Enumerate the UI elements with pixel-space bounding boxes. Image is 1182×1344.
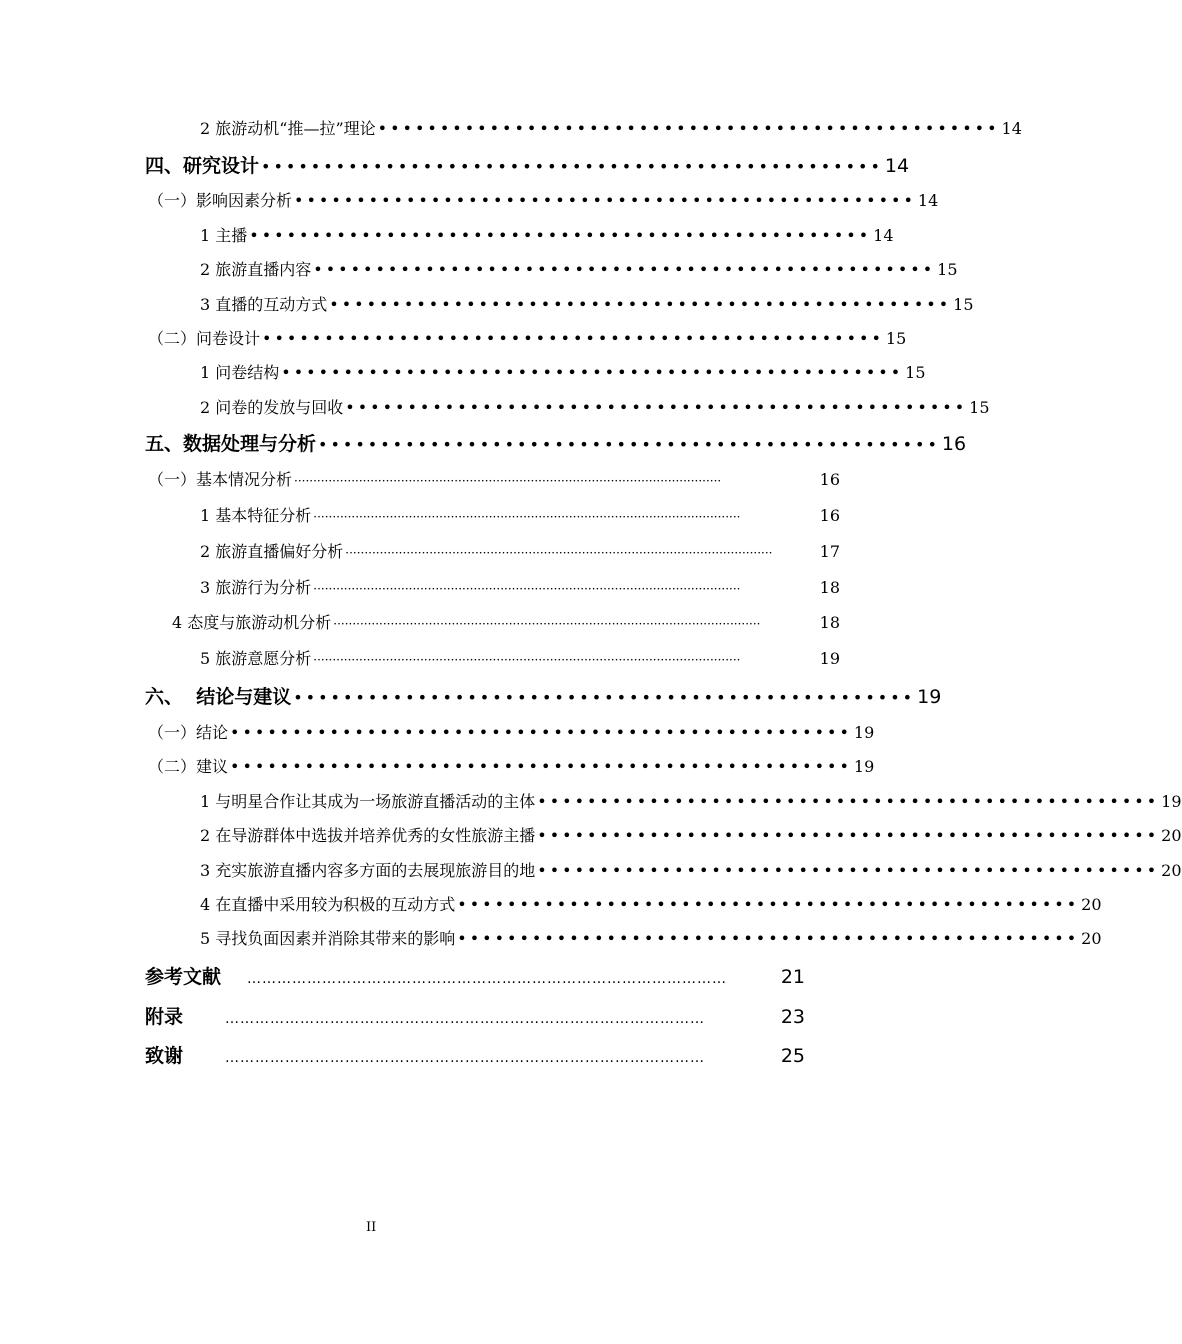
toc-leader: ················································································································ xyxy=(313,582,741,596)
toc-entry-page: 20 xyxy=(1081,929,1102,948)
toc-entry-page: 19 xyxy=(917,686,942,708)
toc-entry-page: 20 xyxy=(1161,861,1182,880)
toc-leader: •••••••••••••••••••••••••••••••••••••••••••••••••• xyxy=(537,792,1160,811)
toc-entry-page: 15 xyxy=(969,398,990,417)
toc-entry-page: 19 xyxy=(819,649,840,668)
toc-entry[interactable] xyxy=(200,503,840,526)
toc-entry-page: 21 xyxy=(780,966,805,988)
toc-leader: ················································································································ xyxy=(313,510,741,524)
toc-leader: •••••••••••••••••••••••••••••••••••••••••••••••••• xyxy=(293,688,916,707)
toc-entry-page: 18 xyxy=(819,578,840,597)
page-number: II xyxy=(366,1220,377,1235)
toc-entry[interactable] xyxy=(200,292,974,315)
toc-leader: •••••••••••••••••••••••••••••••••••••••••••••••••• xyxy=(537,826,1160,845)
toc-entry[interactable] xyxy=(200,395,990,418)
toc-entry-title: 2 旅游直播内容 xyxy=(200,260,312,279)
toc-entry-title: 4 在直播中采用较为积极的互动方式 xyxy=(200,895,456,914)
toc-leader: ················································································································ xyxy=(294,474,722,488)
toc-entry-page: 20 xyxy=(1161,826,1182,845)
toc-entry[interactable] xyxy=(200,539,840,562)
toc-leader: …………………………………………………………………………………… xyxy=(225,1011,705,1027)
toc-entry-title: 六、 结论与建议 xyxy=(145,686,292,708)
toc-entry[interactable] xyxy=(200,257,958,280)
toc-leader: •••••••••••••••••••••••••••••••••••••••••••••••••• xyxy=(313,260,936,279)
toc-entry[interactable] xyxy=(200,360,926,383)
toc-entry[interactable] xyxy=(200,823,1182,846)
toc-leader: ················································································································ xyxy=(333,617,761,631)
toc-leader: …………………………………………………………………………………… xyxy=(247,971,727,987)
toc-entry-page: 16 xyxy=(819,506,840,525)
toc-entry[interactable] xyxy=(200,575,840,598)
toc-entry[interactable] xyxy=(200,892,1102,915)
toc-entry-page: 14 xyxy=(873,226,894,245)
toc-leader: •••••••••••••••••••••••••••••••••••••••••••••••••• xyxy=(457,895,1080,914)
toc-leader: •••••••••••••••••••••••••••••••••••••••••••••••••• xyxy=(262,329,884,348)
toc-entry[interactable] xyxy=(200,116,1022,139)
toc-leader: •••••••••••••••••••••••••••••••••••••••••••••••••• xyxy=(294,191,916,210)
toc-entry[interactable] xyxy=(145,682,942,709)
toc-entry-title: 五、数据处理与分析 xyxy=(145,433,317,455)
toc-leader: •••••••••••••••••••••••••••••••••••••••••••••••••• xyxy=(457,929,1080,948)
toc-entry[interactable] xyxy=(200,858,1182,881)
toc-entry[interactable] xyxy=(200,926,1102,949)
toc-leader: •••••••••••••••••••••••••••••••••••••••••••••••••• xyxy=(329,295,952,314)
toc-leader: •••••••••••••••••••••••••••••••••••••••••••••••••• xyxy=(345,398,968,417)
toc-leader: …………………………………………………………………………………… xyxy=(225,1050,705,1066)
toc-entry-title: 1 基本特征分析 xyxy=(200,506,312,525)
toc-entry-title: 3 旅游行为分析 xyxy=(200,578,312,597)
toc-entry[interactable] xyxy=(172,610,840,633)
toc-entry-page: 15 xyxy=(905,363,926,382)
toc-entry[interactable] xyxy=(148,467,840,490)
toc-entry-title: 4 态度与旅游动机分析 xyxy=(172,613,332,632)
toc-entry-title: （二）问卷设计 xyxy=(148,329,261,348)
toc-entry-page: 20 xyxy=(1081,895,1102,914)
toc-entry-title: 四、研究设计 xyxy=(145,155,260,177)
toc-entry-title: 2 旅游直播偏好分析 xyxy=(200,542,344,561)
toc-entry-page: 15 xyxy=(885,329,907,348)
toc-leader: •••••••••••••••••••••••••••••••••••••••••••••••••• xyxy=(318,435,940,454)
toc-leader: •••••••••••••••••••••••••••••••••••••••••••••••••• xyxy=(249,226,872,245)
toc-entry-page: 15 xyxy=(953,295,974,314)
toc-leader: ················································································································ xyxy=(345,546,773,560)
toc-leader: ················································································································ xyxy=(313,653,741,667)
toc-entry[interactable] xyxy=(148,188,939,211)
toc-entry-title: 2 问卷的发放与回收 xyxy=(200,398,344,417)
toc-entry-title: 1 主播 xyxy=(200,226,248,245)
toc-entry-page: 19 xyxy=(853,757,875,776)
toc-entry-page: 23 xyxy=(780,1006,805,1028)
toc-entry[interactable] xyxy=(200,646,840,669)
toc-entry[interactable] xyxy=(145,1002,805,1029)
toc-entry-page: 14 xyxy=(884,155,910,177)
toc-leader: •••••••••••••••••••••••••••••••••••••••••••••••••• xyxy=(377,119,1000,138)
toc-entry-title: （一）影响因素分析 xyxy=(148,191,293,210)
toc-entry-page: 15 xyxy=(937,260,958,279)
toc-entry-page: 19 xyxy=(1161,792,1182,811)
toc-entry-title: （一）结论 xyxy=(148,723,229,742)
toc-leader: •••••••••••••••••••••••••••••••••••••••••••••••••• xyxy=(281,363,904,382)
toc-entry-title: 致谢 xyxy=(145,1045,184,1067)
toc-entry[interactable] xyxy=(145,1041,805,1068)
toc-entry[interactable] xyxy=(200,223,894,246)
toc-entry-title: 2 旅游动机“推—拉”理论 xyxy=(200,119,376,138)
toc-entry-page: 16 xyxy=(941,433,967,455)
toc-leader: •••••••••••••••••••••••••••••••••••••••••••••••••• xyxy=(537,861,1160,880)
toc-entry-page: 14 xyxy=(917,191,939,210)
toc-entry[interactable] xyxy=(148,326,907,349)
toc-entry[interactable] xyxy=(145,962,805,989)
toc-entry[interactable] xyxy=(148,720,875,743)
toc-entry-page: 16 xyxy=(819,470,840,489)
toc-leader: •••••••••••••••••••••••••••••••••••••••••••••••••• xyxy=(261,157,883,176)
toc-entry-title: 3 充实旅游直播内容多方面的去展现旅游目的地 xyxy=(200,861,536,880)
toc-leader: •••••••••••••••••••••••••••••••••••••••••••••••••• xyxy=(230,723,852,742)
toc-entry[interactable] xyxy=(145,151,910,178)
toc-entry-page: 17 xyxy=(819,542,840,561)
toc-entry-page: 14 xyxy=(1001,119,1022,138)
toc-entry-title: （二）建议 xyxy=(148,757,229,776)
toc-entry-title: 参考文献 xyxy=(145,966,222,988)
toc-entry-title: 5 寻找负面因素并消除其带来的影响 xyxy=(200,929,456,948)
toc-entry-title: （一）基本情况分析 xyxy=(148,470,293,489)
toc-entry-page: 18 xyxy=(819,613,840,632)
toc-entry[interactable] xyxy=(145,429,967,456)
toc-entry-title: 1 与明星合作让其成为一场旅游直播活动的主体 xyxy=(200,792,536,811)
toc-entry-page: 25 xyxy=(780,1045,805,1067)
toc-entry[interactable] xyxy=(148,754,875,777)
toc-entry-title: 1 问卷结构 xyxy=(200,363,280,382)
toc-entry-title: 附录 xyxy=(145,1006,184,1028)
toc-entry-title: 2 在导游群体中选拔并培养优秀的女性旅游主播 xyxy=(200,826,536,845)
toc-leader: •••••••••••••••••••••••••••••••••••••••••••••••••• xyxy=(230,757,852,776)
toc-entry[interactable] xyxy=(200,789,1182,812)
toc-entry-page: 19 xyxy=(853,723,875,742)
toc-entry-title: 5 旅游意愿分析 xyxy=(200,649,312,668)
toc-entry-title: 3 直播的互动方式 xyxy=(200,295,328,314)
